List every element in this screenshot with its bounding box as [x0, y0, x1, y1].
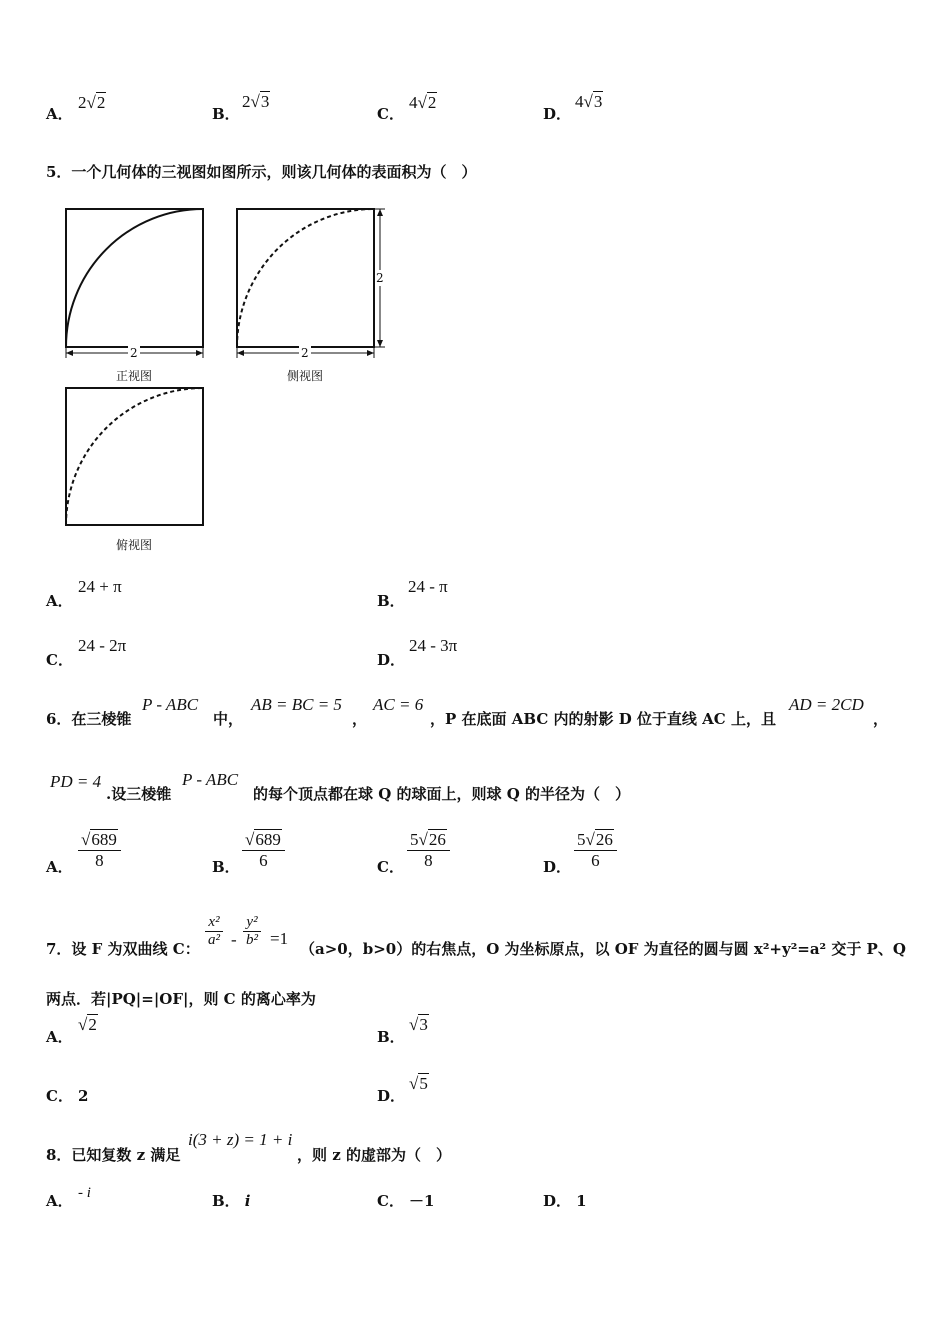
denominator: 8: [424, 851, 433, 870]
q4-option-a[interactable]: A． 2√2: [46, 93, 106, 123]
frac-y-den: b²: [246, 932, 258, 948]
radicand: 2: [88, 1015, 97, 1034]
denominator: 8: [95, 851, 104, 870]
front-view: [66, 209, 203, 358]
q6-option-c[interactable]: C． $\frac{5√26}{8}$: [377, 856, 404, 877]
q5-option-c[interactable]: [46, 636, 127, 670]
q5-option-b[interactable]: [377, 577, 448, 611]
option-letter: A．: [46, 592, 73, 610]
option-expr: 24 + π: [78, 577, 122, 596]
q7-option-b[interactable]: B． √3: [377, 1015, 428, 1046]
frac-x-num: x²: [205, 914, 223, 932]
side-view: [237, 209, 385, 358]
dim-side-width: 2: [301, 346, 309, 360]
option-value: 1: [576, 1192, 587, 1210]
option-letter: A．: [46, 1192, 73, 1210]
q5-option-d[interactable]: [377, 636, 458, 670]
q8-option-d[interactable]: [543, 1190, 587, 1211]
dim-side-height: 2: [376, 271, 384, 285]
q4-option-b[interactable]: B． 2√3: [212, 92, 270, 123]
q6-text: 的每个顶点都在球 Q 的球面上，则球 Q 的半径为（ ）: [253, 785, 631, 803]
option-letter: C．: [377, 1192, 404, 1210]
radicand: 5: [419, 1074, 428, 1093]
q6-text: 中，: [213, 710, 244, 728]
three-view-figure: [0, 0, 950, 560]
radicand: 3: [260, 92, 270, 111]
coef: 2: [242, 92, 251, 111]
option-value: 2: [78, 1087, 89, 1105]
radicand: 689: [91, 830, 117, 849]
q7-text: 7．设 F 为双曲线 C：: [46, 940, 200, 958]
q7-text: （a>0，b>0）的右焦点，O 为坐标原点，以 OF 为直径的圆与圆 x²+y²=a² 交于 P、Q: [300, 940, 906, 958]
dim-front-width: 2: [130, 346, 138, 360]
side-view-label: 侧视图: [287, 369, 324, 383]
option-letter: C．: [377, 858, 404, 876]
q6-math: P - ABC: [142, 695, 199, 714]
option-value: - i: [78, 1185, 91, 1201]
q4-option-c[interactable]: C． 4√2: [377, 93, 437, 123]
option-letter: A．: [46, 105, 73, 123]
coef: 4: [409, 93, 418, 112]
option-letter: A．: [46, 858, 73, 876]
q6-text: ，: [873, 710, 889, 728]
frac-x-den: a²: [208, 932, 220, 948]
q6-math: AD = 2CD: [789, 695, 864, 714]
q6-text: ，P 在底面 ABC 内的射影 D 位于直线 AC 上，且: [430, 710, 776, 728]
front-view-label: 正视图: [116, 369, 153, 383]
coef: 5: [410, 830, 419, 849]
option-letter: B．: [212, 858, 240, 876]
q8-option-b[interactable]: [212, 1190, 250, 1211]
option-value: －1: [409, 1192, 435, 1210]
q8-text: 8．已知复数 z 满足: [46, 1146, 181, 1164]
radicand: 26: [428, 830, 446, 849]
option-letter: D．: [543, 105, 572, 123]
coef: 5: [577, 830, 586, 849]
q6-math: AC = 6: [373, 695, 424, 714]
option-letter: C．: [46, 651, 73, 669]
denominator: 6: [591, 851, 600, 870]
radicand: 3: [593, 92, 603, 111]
radicand: 2: [96, 93, 106, 112]
frac-y-num: y²: [243, 914, 261, 932]
equals-one: =1: [270, 929, 289, 948]
option-value: i: [244, 1192, 251, 1210]
option-letter: D．: [377, 651, 406, 669]
q6-math: P - ABC: [182, 770, 239, 789]
radicand: 689: [255, 830, 281, 849]
option-letter: B．: [377, 1028, 405, 1046]
q6-text: .设三棱锥: [106, 785, 172, 803]
option-expr: 24 - 2π: [78, 636, 127, 655]
option-letter: D．: [377, 1087, 406, 1105]
option-expr: 24 - 3π: [409, 636, 458, 655]
option-expr: 24 - π: [408, 577, 448, 596]
option-letter: D．: [543, 1192, 572, 1210]
q8-option-a[interactable]: [46, 1185, 91, 1211]
q7-option-c[interactable]: [46, 1085, 88, 1106]
radicand: 2: [427, 93, 437, 112]
radicand: 26: [595, 830, 613, 849]
option-letter: B．: [212, 1192, 240, 1210]
q8-text: ，则 z 的虚部为（ ）: [297, 1146, 451, 1164]
q7-option-d[interactable]: D． √5: [377, 1074, 428, 1105]
denominator: 6: [259, 851, 268, 870]
top-view-label: 俯视图: [116, 538, 153, 552]
q6-option-b[interactable]: B． $\frac{√689}{6}$: [212, 856, 240, 877]
q6-option-d[interactable]: D． $\frac{5√26}{6}$: [543, 856, 571, 877]
option-letter: A．: [46, 1028, 73, 1046]
q7-option-a[interactable]: A． √2: [46, 1015, 97, 1046]
coef: 4: [575, 92, 584, 111]
q7-text: 两点．若|PQ|=|OF|，则 C 的离心率为: [46, 990, 316, 1008]
q6-option-a[interactable]: A． $\frac{√689}{8}$: [46, 856, 73, 877]
radicand: 3: [419, 1015, 428, 1034]
coef: 2: [78, 93, 87, 112]
option-letter: D．: [543, 858, 572, 876]
q6-text: ，: [352, 710, 368, 728]
q6-math: AB = BC = 5: [251, 695, 342, 714]
top-view: [66, 388, 203, 525]
q8-option-c[interactable]: [377, 1190, 434, 1211]
q4-option-d[interactable]: D． 4√3: [543, 92, 603, 123]
option-letter: C．: [46, 1087, 73, 1105]
q5-stem: 5．一个几何体的三视图如图所示，则该几何体的表面积为（ ）: [46, 163, 477, 181]
option-letter: C．: [377, 105, 404, 123]
q5-option-a[interactable]: [46, 577, 122, 611]
option-letter: B．: [377, 592, 405, 610]
q6-text: 6．在三棱锥: [46, 710, 132, 728]
minus-sign: -: [231, 930, 237, 949]
option-letter: B．: [212, 105, 240, 123]
q6-math: PD = 4: [50, 772, 102, 791]
q8-math: i(3 + z) = 1 + i: [188, 1130, 293, 1149]
